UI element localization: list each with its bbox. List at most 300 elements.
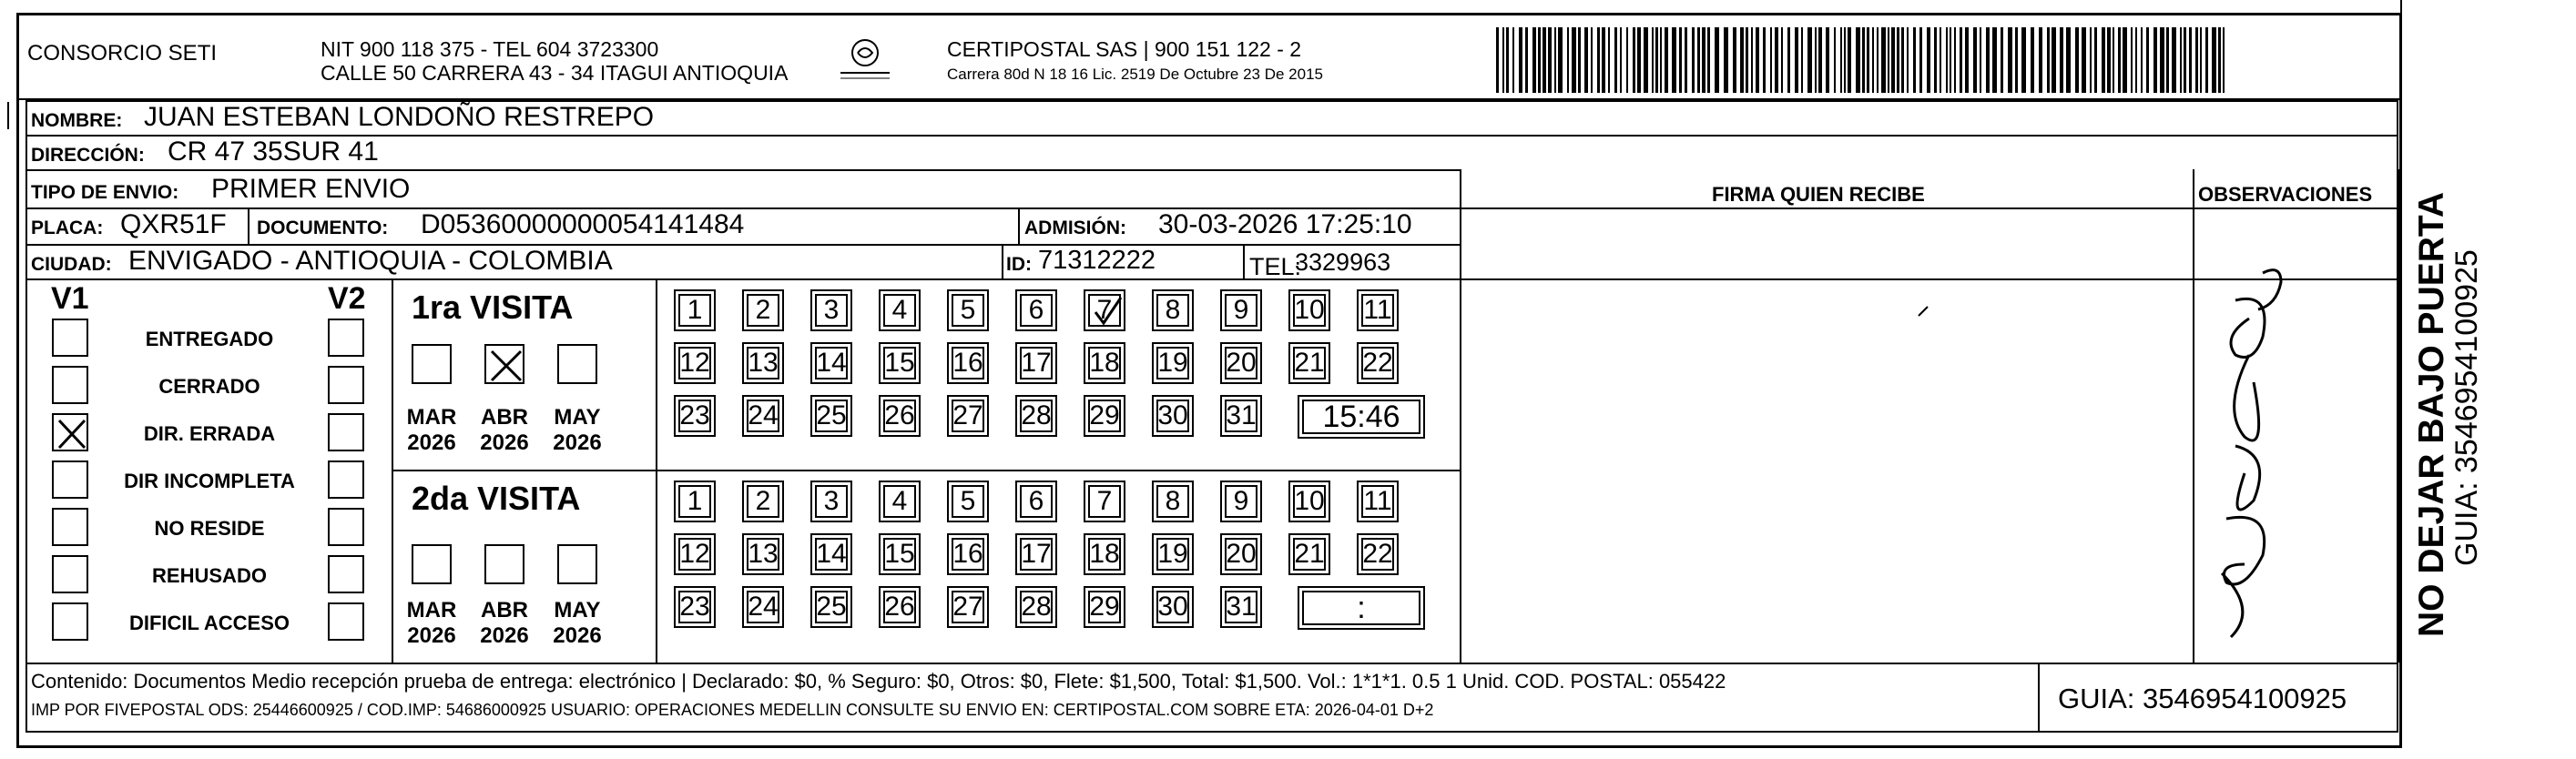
address-label: DIRECCIÓN: xyxy=(31,145,145,166)
barcode-bar xyxy=(2166,27,2169,93)
day-number: 6 xyxy=(1028,295,1044,325)
barcode-bar xyxy=(1554,27,1556,93)
barcode-bar xyxy=(2172,27,2176,93)
second-visit-day-box[interactable] xyxy=(678,538,711,571)
barcode-bar xyxy=(2008,27,2012,93)
footer-line xyxy=(25,663,2398,664)
plate-value: QXR51F xyxy=(120,209,227,239)
nit-line: NIT 900 118 375 - TEL 604 3723300 xyxy=(321,37,659,61)
barcode-bar xyxy=(1901,27,1904,93)
month-year: 2026 xyxy=(480,430,529,455)
v1-checkbox[interactable] xyxy=(52,366,88,404)
barcode-bar xyxy=(1538,27,1541,93)
day-number: 30 xyxy=(1157,400,1188,430)
barcode-bar xyxy=(2160,27,2164,93)
barcode-bar xyxy=(1644,27,1648,93)
day-number: 15 xyxy=(884,539,915,569)
barcode-bar xyxy=(1591,27,1593,93)
barcode-bar xyxy=(1660,27,1662,93)
barcode-bar xyxy=(2153,27,2157,93)
col-line xyxy=(2193,169,2194,663)
barcode-bar xyxy=(1715,27,1719,93)
v1-checkbox[interactable] xyxy=(52,508,88,546)
barcode-bar xyxy=(2141,27,2143,93)
day-number: 10 xyxy=(1294,486,1325,516)
admission-value: 30-03-2026 17:25:10 xyxy=(1158,209,1412,239)
barcode-bar xyxy=(1986,27,1990,93)
status-label: DIR. ERRADA xyxy=(143,422,276,445)
first-visit-day-box[interactable] xyxy=(815,294,848,327)
plate-label: PLACA: xyxy=(31,218,104,238)
day-number: 26 xyxy=(884,400,915,430)
first-month-label xyxy=(401,405,463,455)
day-number: 21 xyxy=(1294,348,1325,378)
barcode-bar xyxy=(2223,27,2225,93)
second-visit-day-box[interactable] xyxy=(815,485,848,518)
second-visit-day-box[interactable] xyxy=(1088,485,1121,518)
second-visit-time-box[interactable]: : xyxy=(1302,591,1420,625)
barcode-bar xyxy=(1856,27,1860,93)
month-year: 2026 xyxy=(480,622,529,648)
second-visit-day-box[interactable] xyxy=(1156,538,1189,571)
document-value: D05360000000054141484 xyxy=(421,209,745,239)
barcode-bar xyxy=(1633,27,1635,93)
barcode-bar xyxy=(1692,27,1695,93)
first-visit-day-box[interactable] xyxy=(815,347,848,380)
first-visit-day-box[interactable] xyxy=(747,400,779,432)
first-visit-day-box[interactable] xyxy=(678,294,711,327)
barcode-bar xyxy=(1655,27,1658,93)
second-visit-day-box[interactable] xyxy=(952,485,984,518)
col-line xyxy=(1002,244,1003,278)
barcode-bar xyxy=(1620,27,1622,93)
second-visit-day-box[interactable] xyxy=(815,538,848,571)
barcode-bar xyxy=(2075,27,2079,93)
visit-divider xyxy=(392,470,1460,471)
day-number: 21 xyxy=(1294,539,1325,569)
first-visit-day-box[interactable] xyxy=(952,400,984,432)
day-number: 4 xyxy=(891,295,908,325)
row-line xyxy=(25,135,2398,137)
barcode-bar xyxy=(1927,27,1930,93)
second-month-checkbox[interactable] xyxy=(484,544,524,584)
signature-mark xyxy=(1917,305,1929,318)
barcode-bar xyxy=(2180,27,2182,93)
day-number: 27 xyxy=(952,400,983,430)
month-year: 2026 xyxy=(553,622,602,648)
first-visit-day-box[interactable] xyxy=(1088,294,1121,327)
barcode-bar xyxy=(2052,27,2056,93)
day-number: 13 xyxy=(748,348,779,378)
city-value: ENVIGADO - ANTIOQUIA - COLOMBIA xyxy=(128,246,613,276)
barcode-bar xyxy=(1558,27,1563,93)
second-visit-day-box[interactable] xyxy=(1293,538,1326,571)
barcode-bar xyxy=(2189,27,2192,93)
first-visit-time-box[interactable]: 15:46 xyxy=(1302,400,1420,434)
v2-label: V2 xyxy=(328,281,366,316)
day-number: 7 xyxy=(1096,295,1113,325)
status-label: ENTREGADO xyxy=(145,328,274,350)
barcode-bar xyxy=(1980,27,1981,93)
v2-checkbox[interactable] xyxy=(328,508,364,546)
second-month-label xyxy=(473,598,535,648)
first-visit-day-box[interactable] xyxy=(1293,294,1326,327)
first-visit-title: 1ra VISITA xyxy=(412,288,574,326)
day-number: 3 xyxy=(823,295,840,325)
barcode-bar xyxy=(1834,27,1836,93)
v1-checkbox[interactable] xyxy=(52,413,88,451)
first-visit-day-box[interactable] xyxy=(1088,400,1121,432)
second-visit-day-box[interactable] xyxy=(1225,538,1257,571)
barcode-bar xyxy=(1877,27,1879,93)
first-visit-day-box[interactable] xyxy=(1361,347,1394,380)
license-line: Carrera 80d N 18 16 Lic. 2519 De Octubre 23 De 2015 xyxy=(947,66,1323,83)
content-line: Contenido: Documentos Medio recepción prueba de entrega: electrónico | Declarado: $0, % Seguro: $0, Otros: $0, Flete: $1,500, Total: $1,500. Vol.: 1*1*1. 0.5 1 Unid. COD. POSTAL: 055422 xyxy=(31,670,1726,693)
second-visit-day-box[interactable] xyxy=(1088,538,1121,571)
barcode-bar xyxy=(1746,27,1748,93)
barcode-bar xyxy=(2113,27,2114,93)
day-number: 5 xyxy=(960,295,976,325)
barcode-bar xyxy=(1697,27,1700,93)
certipostal-line: CERTIPOSTAL SAS | 900 151 122 - 2 xyxy=(947,37,1302,61)
barcode-bar xyxy=(1756,27,1759,93)
v2-checkbox[interactable] xyxy=(328,602,364,641)
city-label: CIUDAD: xyxy=(31,254,112,275)
first-visit-day-box[interactable] xyxy=(678,400,711,432)
second-visit-day-box[interactable] xyxy=(952,538,984,571)
status-label: DIR INCOMPLETA xyxy=(124,470,295,492)
barcode-bar xyxy=(1584,27,1588,93)
first-visit-day-box[interactable] xyxy=(1020,294,1053,327)
right-edge-tick xyxy=(2400,0,2402,13)
first-visit-day-box[interactable] xyxy=(1088,347,1121,380)
col-line xyxy=(248,207,249,244)
id-label: ID: xyxy=(1006,254,1032,275)
status-label: CERRADO xyxy=(158,375,260,398)
barcode-bar xyxy=(1934,27,1937,93)
barcode-bar xyxy=(1532,27,1536,93)
barcode-bar xyxy=(1973,27,1977,93)
first-month-label xyxy=(473,405,535,455)
barcode-bar xyxy=(1496,27,1499,93)
barcode-bar xyxy=(1679,27,1682,93)
barcode-bar xyxy=(1848,27,1851,93)
day-number: 17 xyxy=(1021,539,1052,569)
barcode-bar xyxy=(1940,27,1941,93)
month-year: 2026 xyxy=(407,430,456,455)
first-visit-day-box[interactable] xyxy=(1156,294,1189,327)
status-label: REHUSADO xyxy=(152,564,267,587)
observations-header: OBSERVACIONES xyxy=(2198,183,2373,206)
admission-label: ADMISIÓN: xyxy=(1024,218,1126,238)
observation-signature xyxy=(2199,246,2299,646)
v2-checkbox[interactable] xyxy=(328,555,364,593)
month-year: 2026 xyxy=(553,430,602,455)
day-number: 8 xyxy=(1165,486,1181,516)
second-visit-day-box[interactable] xyxy=(1020,591,1053,623)
first-visit-day-box[interactable] xyxy=(1156,400,1189,432)
first-visit-day-box[interactable] xyxy=(883,294,916,327)
barcode-bar xyxy=(1608,27,1610,93)
name-label: NOMBRE: xyxy=(31,110,123,131)
first-visit-day-box[interactable] xyxy=(747,347,779,380)
day-number: 10 xyxy=(1294,295,1325,325)
certipostal-logo-icon xyxy=(833,36,897,87)
second-visit-day-box[interactable] xyxy=(1020,485,1053,518)
second-visit-day-box[interactable] xyxy=(883,538,916,571)
id-value: 71312222 xyxy=(1038,246,1156,275)
barcode-bar xyxy=(1965,27,1969,93)
barcode-bar xyxy=(1543,27,1546,93)
first-visit-day-box[interactable] xyxy=(678,347,711,380)
barcode-bar xyxy=(1826,27,1829,93)
second-month-label xyxy=(401,598,463,648)
barcode-bar xyxy=(1913,27,1916,93)
barcode-bar xyxy=(1763,27,1766,93)
barcode-bar xyxy=(1733,27,1736,93)
second-visit-day-box[interactable] xyxy=(1361,485,1394,518)
row-line xyxy=(25,169,1460,171)
barcode-bar xyxy=(1770,27,1772,93)
day-number: 23 xyxy=(679,400,710,430)
barcode-bar xyxy=(1548,27,1552,93)
first-visit-day-box[interactable] xyxy=(1020,400,1053,432)
day-number: 27 xyxy=(952,592,983,622)
barcode-bar xyxy=(1519,27,1522,93)
day-number: 24 xyxy=(748,400,779,430)
day-number: 29 xyxy=(1089,592,1120,622)
barcode-bar xyxy=(1502,27,1504,93)
first-visit-day-box[interactable] xyxy=(1020,347,1053,380)
side-guide: GUIA: 3546954100925 xyxy=(2449,249,2484,566)
month-name: ABR xyxy=(481,598,528,622)
day-number: 16 xyxy=(952,539,983,569)
barcode-bar xyxy=(1781,27,1783,93)
barcode-bar xyxy=(2195,27,2198,93)
status-label: DIFICIL ACCESO xyxy=(128,612,290,634)
day-number: 26 xyxy=(884,592,915,622)
second-month-checkbox[interactable] xyxy=(412,544,452,584)
second-visit-day-box[interactable] xyxy=(1156,485,1189,518)
col-line xyxy=(1243,244,1245,278)
day-number: 18 xyxy=(1089,348,1120,378)
v2-checkbox[interactable] xyxy=(328,460,364,499)
footer-guide: GUIA: 3546954100925 xyxy=(2058,683,2347,714)
barcode-bar xyxy=(2212,27,2216,93)
second-visit-title: 2da VISITA xyxy=(412,480,581,517)
barcode-bar xyxy=(1665,27,1668,93)
day-number: 28 xyxy=(1021,592,1052,622)
day-number: 22 xyxy=(1362,539,1393,569)
barcode-bar xyxy=(2118,27,2121,93)
day-number: 19 xyxy=(1157,348,1188,378)
barcode-bar xyxy=(2039,27,2042,93)
second-visit-day-box[interactable] xyxy=(1156,591,1189,623)
day-number: 18 xyxy=(1089,539,1120,569)
v1-checkbox[interactable] xyxy=(52,555,88,593)
second-month-checkbox[interactable] xyxy=(557,544,597,584)
second-visit-day-box[interactable] xyxy=(678,591,711,623)
company-name: CONSORCIO SETI xyxy=(27,41,218,66)
barcode-bar xyxy=(1637,27,1641,93)
day-number: 23 xyxy=(679,592,710,622)
first-month-checkbox[interactable] xyxy=(412,344,452,384)
day-number: 25 xyxy=(816,400,847,430)
barcode-bar xyxy=(1960,27,1962,93)
first-visit-day-box[interactable] xyxy=(747,294,779,327)
barcode-bar xyxy=(1897,27,1899,93)
col-line xyxy=(1018,207,1020,244)
barcode-bar xyxy=(1840,27,1842,93)
barcode-bar xyxy=(1954,27,1956,93)
barcode-bar xyxy=(1626,27,1628,93)
left-margin-tick xyxy=(7,102,9,129)
first-visit-day-box[interactable] xyxy=(952,294,984,327)
v2-checkbox[interactable] xyxy=(328,366,364,404)
recipient-name: JUAN ESTEBAN LONDOÑO RESTREPO xyxy=(144,102,655,132)
day-number: 31 xyxy=(1226,400,1257,430)
month-name: MAY xyxy=(554,405,601,430)
second-visit-day-box[interactable] xyxy=(1361,538,1394,571)
day-number: 28 xyxy=(1021,400,1052,430)
day-number: 12 xyxy=(679,348,710,378)
barcode-bar xyxy=(1891,27,1895,93)
day-number: 16 xyxy=(952,348,983,378)
barcode-bar xyxy=(1950,27,1951,93)
barcode-bar xyxy=(1614,27,1617,93)
barcode-bar xyxy=(1907,27,1909,93)
second-visit-day-box[interactable] xyxy=(883,591,916,623)
first-month-checkbox[interactable] xyxy=(557,344,597,384)
first-visit-day-box[interactable] xyxy=(1225,294,1257,327)
barcode-bar xyxy=(2218,27,2221,93)
barcode-bar xyxy=(2123,27,2127,93)
month-name: MAR xyxy=(406,598,457,622)
first-visit-day-box[interactable] xyxy=(1293,347,1326,380)
barcode-bar xyxy=(1818,27,1822,93)
month-year: 2026 xyxy=(407,622,456,648)
barcode-bar xyxy=(1946,27,1948,93)
day-number: 11 xyxy=(1363,486,1392,516)
first-visit-day-box[interactable] xyxy=(1361,294,1394,327)
day-number: 20 xyxy=(1226,539,1257,569)
day-number: 5 xyxy=(960,486,976,516)
barcode-bar xyxy=(2094,27,2097,93)
barcode-bar xyxy=(2047,27,2050,93)
document-label: DOCUMENTO: xyxy=(257,218,389,238)
day-number: 9 xyxy=(1233,486,1249,516)
barcode-bar xyxy=(1707,27,1710,93)
second-visit-day-box[interactable] xyxy=(815,591,848,623)
v1-checkbox[interactable] xyxy=(52,460,88,499)
first-visit-day-box[interactable] xyxy=(1225,347,1257,380)
barcode-bar xyxy=(1702,27,1705,93)
v1-label: V1 xyxy=(51,281,89,316)
day-number: 31 xyxy=(1226,592,1257,622)
barcode-bar xyxy=(1801,27,1803,93)
signature-area xyxy=(1461,209,2190,661)
v1-checkbox[interactable] xyxy=(52,602,88,641)
barcode-bar xyxy=(1787,27,1790,93)
barcode-bar xyxy=(1881,27,1886,93)
barcode-bar xyxy=(2205,27,2208,93)
barcode-bar xyxy=(1807,27,1812,93)
barcode-bar xyxy=(1862,27,1865,93)
barcode-bar xyxy=(1919,27,1922,93)
barcode-bar xyxy=(1567,27,1569,93)
barcode-bar xyxy=(2107,27,2111,93)
first-visit-day-box[interactable] xyxy=(952,347,984,380)
second-month-label xyxy=(546,598,608,648)
month-name: MAY xyxy=(554,598,601,622)
first-month-label xyxy=(546,405,608,455)
first-visit-day-box[interactable] xyxy=(883,347,916,380)
barcode-bar xyxy=(2001,27,2003,93)
second-visit-day-box[interactable] xyxy=(1088,591,1121,623)
second-visit-day-box[interactable] xyxy=(1225,485,1257,518)
day-number: 25 xyxy=(816,592,847,622)
day-number: 22 xyxy=(1362,348,1393,378)
first-month-checkbox[interactable] xyxy=(484,344,524,384)
second-visit-day-box[interactable] xyxy=(747,538,779,571)
day-number: 6 xyxy=(1028,486,1044,516)
second-visit-day-box[interactable] xyxy=(1020,538,1053,571)
barcode-bar xyxy=(2082,27,2086,93)
first-visit-day-box[interactable] xyxy=(1156,347,1189,380)
barcode-bar xyxy=(1602,27,1605,93)
day-number: 3 xyxy=(823,486,840,516)
second-visit-day-box[interactable] xyxy=(747,485,779,518)
barcode-bar xyxy=(1525,27,1528,93)
day-number: 11 xyxy=(1363,295,1392,325)
first-visit-day-box[interactable] xyxy=(883,400,916,432)
second-visit-day-box[interactable] xyxy=(1225,591,1257,623)
month-name: ABR xyxy=(481,405,528,430)
barcode-bar xyxy=(1672,27,1676,93)
v1-checkbox[interactable] xyxy=(52,319,88,357)
shipment-label: TIPO DE ENVIO: xyxy=(31,182,179,203)
checkmark-icon xyxy=(1090,296,1123,329)
second-visit-day-box[interactable] xyxy=(678,485,711,518)
day-number: 8 xyxy=(1165,295,1181,325)
day-number: 13 xyxy=(748,539,779,569)
day-number: 30 xyxy=(1157,592,1188,622)
barcode-bar xyxy=(2015,27,2018,93)
barcode-bar xyxy=(1888,27,1889,93)
side-warning: NO DEJAR BAJO PUERTA xyxy=(2412,191,2451,637)
day-number: 1 xyxy=(687,486,703,516)
second-visit-day-box[interactable] xyxy=(747,591,779,623)
second-visit-day-box[interactable] xyxy=(883,485,916,518)
second-visit-day-box[interactable] xyxy=(1293,485,1326,518)
barcode-bar xyxy=(2060,27,2063,93)
v2-checkbox[interactable] xyxy=(328,413,364,451)
day-number: 29 xyxy=(1089,400,1120,430)
day-number: 12 xyxy=(679,539,710,569)
first-visit-day-box[interactable] xyxy=(815,400,848,432)
day-number: 14 xyxy=(816,348,847,378)
barcode-bar xyxy=(1872,27,1874,93)
barcode-bar xyxy=(1572,27,1576,93)
barcode-bar xyxy=(2146,27,2149,93)
second-visit-day-box[interactable] xyxy=(952,591,984,623)
first-visit-day-box[interactable] xyxy=(1225,400,1257,432)
tel-value: 3329963 xyxy=(1295,248,1391,276)
barcode-bar xyxy=(1652,27,1654,93)
day-number: 4 xyxy=(891,486,908,516)
barcode-bar xyxy=(1992,27,1997,93)
v2-checkbox[interactable] xyxy=(328,319,364,357)
